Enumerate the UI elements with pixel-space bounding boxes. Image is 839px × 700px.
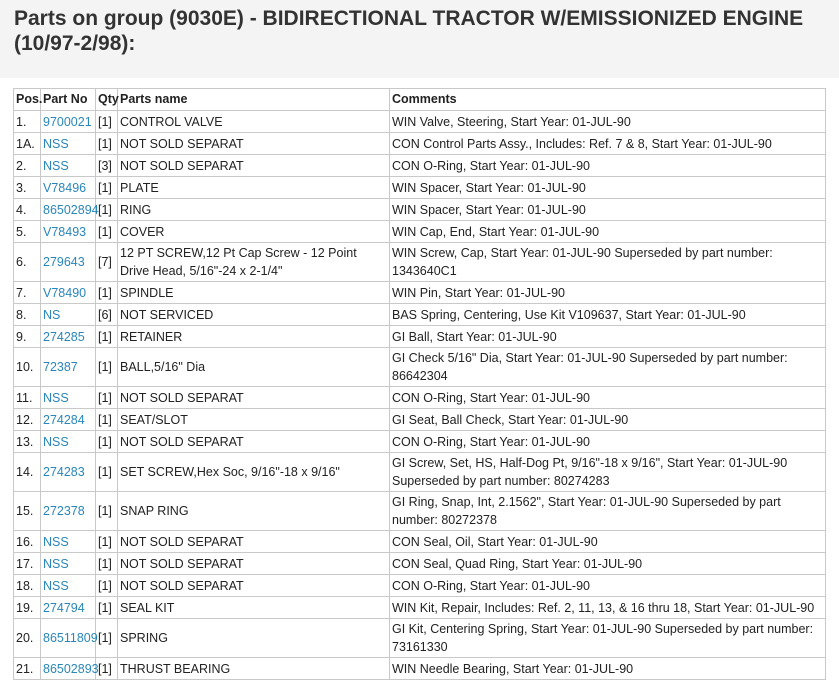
part-name-cell: NOT SOLD SEPARAT xyxy=(118,133,390,155)
quantity-cell: [1] xyxy=(96,326,118,348)
quantity-cell: [6] xyxy=(96,304,118,326)
part-number-link[interactable]: 274284 xyxy=(43,412,85,427)
part-name-cell: BALL,5/16" Dia xyxy=(118,348,390,387)
part-name-cell: SET SCREW,Hex Soc, 9/16"-18 x 9/16" xyxy=(118,453,390,492)
table-row xyxy=(14,326,826,348)
position-cell: 4. xyxy=(14,199,41,221)
table-row xyxy=(14,431,826,453)
comments-cell: BAS Spring, Centering, Use Kit V109637, Start Year: 01-JUL-90 xyxy=(390,304,826,326)
part-number-link[interactable]: 274285 xyxy=(43,329,85,344)
position-cell: 15. xyxy=(14,492,41,531)
table-row xyxy=(14,133,826,155)
part-number-cell xyxy=(41,453,96,492)
part-name-cell: SEAL KIT xyxy=(118,597,390,619)
table-header-row xyxy=(14,89,826,111)
part-number-cell xyxy=(41,155,96,177)
part-number-cell xyxy=(41,387,96,409)
table-row xyxy=(14,304,826,326)
comments-cell: WIN Spacer, Start Year: 01-JUL-90 xyxy=(390,199,826,221)
part-name-cell: RING xyxy=(118,199,390,221)
part-number-link[interactable]: 279643 xyxy=(43,255,85,269)
quantity-cell: [1] xyxy=(96,453,118,492)
quantity-cell: [1] xyxy=(96,348,118,387)
part-number-cell xyxy=(41,492,96,531)
part-number-link[interactable]: 72387 xyxy=(43,360,78,374)
part-number-link[interactable]: V78493 xyxy=(43,224,87,239)
quantity-cell: [1] xyxy=(96,199,118,221)
table-row xyxy=(14,492,826,531)
part-name-cell: PLATE xyxy=(118,177,390,199)
quantity-cell: [1] xyxy=(96,553,118,575)
quantity-cell: [7] xyxy=(96,243,118,282)
quantity-cell: [3] xyxy=(96,155,118,177)
page-header xyxy=(0,0,839,78)
part-name-cell: NOT SOLD SEPARAT xyxy=(118,155,390,177)
part-number-link[interactable]: NS xyxy=(43,307,61,322)
quantity-cell: [1] xyxy=(96,575,118,597)
comments-cell: WIN Screw, Cap, Start Year: 01-JUL-90 Superseded by part number: 1343640C1 xyxy=(390,243,826,282)
part-number-cell xyxy=(41,348,96,387)
comments-cell: WIN Cap, End, Start Year: 01-JUL-90 xyxy=(390,221,826,243)
table-row xyxy=(14,575,826,597)
table-row xyxy=(14,111,826,133)
quantity-cell: [1] xyxy=(96,111,118,133)
part-name-cell: NOT SERVICED xyxy=(118,304,390,326)
part-number-link[interactable]: 274794 xyxy=(43,600,85,615)
comments-cell: WIN Spacer, Start Year: 01-JUL-90 xyxy=(390,177,826,199)
quantity-cell: [1] xyxy=(96,282,118,304)
part-name-cell: SNAP RING xyxy=(118,492,390,531)
part-number-cell xyxy=(41,221,96,243)
comments-cell: GI Ball, Start Year: 01-JUL-90 xyxy=(390,326,826,348)
position-cell: 11. xyxy=(14,387,41,409)
position-cell: 6. xyxy=(14,243,41,282)
comments-cell: WIN Valve, Steering, Start Year: 01-JUL-90 xyxy=(390,111,826,133)
comments-cell: CON O-Ring, Start Year: 01-JUL-90 xyxy=(390,155,826,177)
table-row xyxy=(14,221,826,243)
table-row xyxy=(14,597,826,619)
quantity-cell: [1] xyxy=(96,597,118,619)
table-row xyxy=(14,177,826,199)
part-name-cell: SEAT/SLOT xyxy=(118,409,390,431)
part-number-link[interactable]: 274283 xyxy=(43,465,85,479)
part-number-link[interactable]: V78496 xyxy=(43,180,87,195)
position-cell: 12. xyxy=(14,409,41,431)
table-row xyxy=(14,531,826,553)
part-name-cell: NOT SOLD SEPARAT xyxy=(118,387,390,409)
comments-cell: CON Control Parts Assy., Includes: Ref. 7 & 8, Start Year: 01-JUL-90 xyxy=(390,133,826,155)
part-name-cell: NOT SOLD SEPARAT xyxy=(118,553,390,575)
position-cell: 18. xyxy=(14,575,41,597)
part-number-cell xyxy=(41,282,96,304)
table-row xyxy=(14,619,826,658)
comments-cell: CON O-Ring, Start Year: 01-JUL-90 xyxy=(390,431,826,453)
part-number-link[interactable]: 86502893 xyxy=(43,661,99,676)
comments-cell: GI Ring, Snap, Int, 2.1562", Start Year: 01-JUL-90 Superseded by part number: 80272378 xyxy=(390,492,826,531)
header-parts-name: Parts name xyxy=(118,89,390,111)
table-row xyxy=(14,409,826,431)
part-number-cell xyxy=(41,133,96,155)
parts-table xyxy=(13,88,826,680)
part-number-cell xyxy=(41,597,96,619)
part-number-link[interactable]: NSS xyxy=(43,390,69,405)
part-number-link[interactable]: 86511809 xyxy=(43,631,98,645)
quantity-cell: [1] xyxy=(96,387,118,409)
comments-cell: CON Seal, Quad Ring, Start Year: 01-JUL-90 xyxy=(390,553,826,575)
part-number-cell xyxy=(41,619,96,658)
part-name-cell: CONTROL VALVE xyxy=(118,111,390,133)
comments-cell: WIN Kit, Repair, Includes: Ref. 2, 11, 13, & 16 thru 18, Start Year: 01-JUL-90 xyxy=(390,597,826,619)
quantity-cell: [1] xyxy=(96,531,118,553)
part-number-cell xyxy=(41,243,96,282)
position-cell: 20. xyxy=(14,619,41,658)
position-cell: 14. xyxy=(14,453,41,492)
position-cell: 3. xyxy=(14,177,41,199)
quantity-cell: [1] xyxy=(96,133,118,155)
position-cell: 10. xyxy=(14,348,41,387)
part-name-cell: RETAINER xyxy=(118,326,390,348)
part-number-link[interactable]: NSS xyxy=(43,578,69,593)
position-cell: 8. xyxy=(14,304,41,326)
position-cell: 21. xyxy=(14,658,41,680)
part-number-cell xyxy=(41,575,96,597)
part-name-cell: NOT SOLD SEPARAT xyxy=(118,575,390,597)
position-cell: 1A. xyxy=(14,133,41,155)
table-row xyxy=(14,658,826,680)
part-name-cell: SPINDLE xyxy=(118,282,390,304)
quantity-cell: [1] xyxy=(96,409,118,431)
quantity-cell: [1] xyxy=(96,177,118,199)
table-row xyxy=(14,243,826,282)
header-pos: Pos. xyxy=(14,89,41,111)
part-name-cell: COVER xyxy=(118,221,390,243)
part-number-cell xyxy=(41,409,96,431)
part-number-cell xyxy=(41,304,96,326)
table-row xyxy=(14,155,826,177)
table-row xyxy=(14,199,826,221)
comments-cell: GI Seat, Ball Check, Start Year: 01-JUL-90 xyxy=(390,409,826,431)
comments-cell: WIN Pin, Start Year: 01-JUL-90 xyxy=(390,282,826,304)
position-cell: 7. xyxy=(14,282,41,304)
part-name-cell: NOT SOLD SEPARAT xyxy=(118,431,390,453)
header-qty: Qty xyxy=(96,89,118,111)
comments-cell: GI Kit, Centering Spring, Start Year: 01-JUL-90 Superseded by part number: 73161330 xyxy=(390,619,826,658)
part-name-cell: SPRING xyxy=(118,619,390,658)
quantity-cell: [1] xyxy=(96,619,118,658)
quantity-cell: [1] xyxy=(96,221,118,243)
quantity-cell: [1] xyxy=(96,658,118,680)
table-row xyxy=(14,282,826,304)
part-number-cell xyxy=(41,658,99,680)
table-row xyxy=(14,387,826,409)
position-cell: 2. xyxy=(14,155,41,177)
quantity-cell: [1] xyxy=(96,492,118,531)
comments-cell: CON O-Ring, Start Year: 01-JUL-90 xyxy=(390,387,826,409)
comments-cell: CON O-Ring, Start Year: 01-JUL-90 xyxy=(390,575,826,597)
part-name-cell: THRUST BEARING xyxy=(118,658,390,680)
header-part-no: Part No xyxy=(41,89,96,111)
part-number-link[interactable]: NSS xyxy=(43,136,69,151)
part-number-link[interactable]: NSS xyxy=(43,534,69,549)
part-number-cell xyxy=(41,326,96,348)
table-row xyxy=(14,453,826,492)
part-number-link[interactable]: 272378 xyxy=(43,504,85,518)
position-cell: 1. xyxy=(14,111,41,133)
part-number-link[interactable]: NSS xyxy=(43,556,69,571)
part-number-cell xyxy=(41,553,96,575)
part-name-cell: NOT SOLD SEPARAT xyxy=(118,531,390,553)
quantity-cell: [1] xyxy=(96,431,118,453)
table-row xyxy=(14,348,826,387)
comments-cell: WIN Needle Bearing, Start Year: 01-JUL-90 xyxy=(390,658,826,680)
comments-cell: CON Seal, Oil, Start Year: 01-JUL-90 xyxy=(390,531,826,553)
part-number-link[interactable]: 86502894 xyxy=(43,202,99,217)
part-number-link[interactable]: V78490 xyxy=(43,285,87,300)
part-number-cell xyxy=(41,177,96,199)
part-number-link[interactable]: NSS xyxy=(43,158,69,173)
position-cell: 16. xyxy=(14,531,41,553)
part-number-cell xyxy=(41,531,96,553)
part-number-cell xyxy=(41,199,99,221)
position-cell: 5. xyxy=(14,221,41,243)
comments-cell: GI Check 5/16" Dia, Start Year: 01-JUL-90 Superseded by part number: 86642304 xyxy=(390,348,826,387)
part-name-cell: 12 PT SCREW,12 Pt Cap Screw - 12 Point Drive Head, 5/16"-24 x 2-1/4" xyxy=(118,243,390,282)
parts-table-body xyxy=(14,111,826,680)
position-cell: 19. xyxy=(14,597,41,619)
page-title: Parts on group (9030E) - BIDIRECTIONAL TRACTOR W/EMISSIONIZED ENGINE (10/97-2/98): xyxy=(14,7,804,55)
table-row xyxy=(14,553,826,575)
part-number-cell xyxy=(41,431,96,453)
part-number-link[interactable]: 9700021 xyxy=(43,114,92,129)
header-comments: Comments xyxy=(390,89,826,111)
comments-cell: GI Screw, Set, HS, Half-Dog Pt, 9/16"-18 x 9/16", Start Year: 01-JUL-90 Superseded by part number: 80274283 xyxy=(390,453,826,492)
part-number-link[interactable]: NSS xyxy=(43,434,69,449)
position-cell: 9. xyxy=(14,326,41,348)
position-cell: 17. xyxy=(14,553,41,575)
position-cell: 13. xyxy=(14,431,41,453)
part-number-cell xyxy=(41,111,96,133)
